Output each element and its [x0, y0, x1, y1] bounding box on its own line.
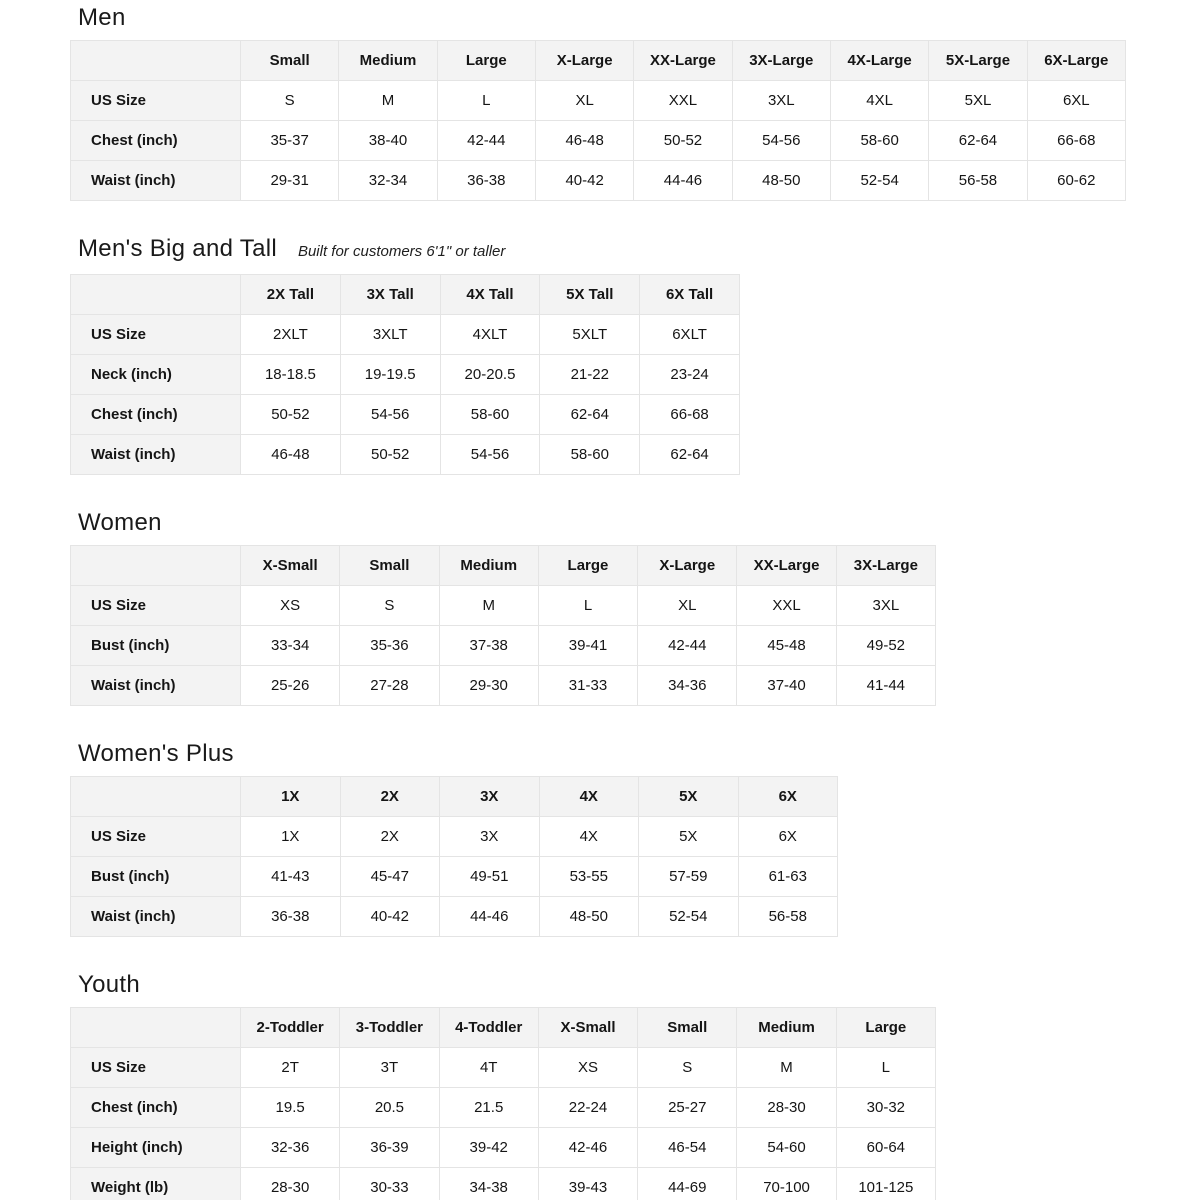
size-value-cell: 48-50 [539, 897, 639, 937]
men-size-table [70, 40, 1126, 201]
section-womens-plus [70, 740, 1200, 937]
size-value-cell: 28-30 [241, 1168, 340, 1200]
size-value-cell: 54-56 [440, 435, 540, 475]
column-header: Large [538, 546, 637, 586]
size-value-cell: 44-46 [634, 161, 732, 201]
section-title-mens-big-and-tall [78, 235, 1200, 266]
size-value-cell: 3X [440, 817, 540, 857]
corner-cell [71, 41, 241, 81]
size-value-cell: 33-34 [241, 626, 340, 666]
corner-cell [71, 546, 241, 586]
size-value-cell: 50-52 [241, 395, 341, 435]
size-value-cell: 62-64 [640, 435, 740, 475]
size-value-cell: 25-26 [241, 666, 340, 706]
size-value-cell: 6X [738, 817, 838, 857]
row-label: Bust (inch) [71, 857, 241, 897]
size-value-cell: 39-42 [439, 1128, 538, 1168]
size-value-cell: 58-60 [830, 121, 928, 161]
table-header-row [71, 777, 838, 817]
size-value-cell: 2T [241, 1048, 340, 1088]
women-size-table [70, 545, 936, 706]
size-value-cell: 4X [539, 817, 639, 857]
size-value-cell: 3T [340, 1048, 439, 1088]
size-value-cell: 4XL [830, 81, 928, 121]
size-value-cell: 66-68 [640, 395, 740, 435]
size-value-cell: 3XL [836, 586, 935, 626]
table-row [71, 355, 740, 395]
size-value-cell: 27-28 [340, 666, 439, 706]
section-title-men [78, 4, 1200, 32]
mens-big-and-tall-size-table [70, 274, 740, 475]
size-value-cell: 49-51 [440, 857, 540, 897]
table-row [71, 817, 838, 857]
column-header: 2X [340, 777, 440, 817]
size-value-cell: 36-38 [437, 161, 535, 201]
size-value-cell: 30-32 [836, 1088, 935, 1128]
section-mens-big-and-tall [70, 235, 1200, 475]
column-header: Small [340, 546, 439, 586]
corner-cell [71, 777, 241, 817]
row-label: Bust (inch) [71, 626, 241, 666]
row-label: Waist (inch) [71, 161, 241, 201]
size-value-cell: 48-50 [732, 161, 830, 201]
size-value-cell: 5X [639, 817, 739, 857]
size-value-cell: 62-64 [929, 121, 1027, 161]
size-value-cell: 20.5 [340, 1088, 439, 1128]
column-header: Small [638, 1008, 737, 1048]
table-row [71, 1128, 936, 1168]
size-value-cell: 39-41 [538, 626, 637, 666]
size-value-cell: 2X [340, 817, 440, 857]
section-title-text: Youth [78, 971, 141, 998]
size-value-cell: 50-52 [340, 435, 440, 475]
section-title-womens-plus [78, 740, 1200, 768]
size-value-cell: 32-34 [339, 161, 437, 201]
table-row [71, 1048, 936, 1088]
column-header: 4X-Large [830, 41, 928, 81]
size-value-cell: 58-60 [540, 435, 640, 475]
size-value-cell: 46-48 [241, 435, 341, 475]
size-value-cell: 4XLT [440, 315, 540, 355]
size-value-cell: 3XLT [340, 315, 440, 355]
table-row [71, 1168, 936, 1200]
size-value-cell: 42-44 [437, 121, 535, 161]
size-value-cell: 29-30 [439, 666, 538, 706]
size-value-cell: 40-42 [340, 897, 440, 937]
column-header: Medium [339, 41, 437, 81]
table-row [71, 121, 1126, 161]
size-value-cell: 5XLT [540, 315, 640, 355]
size-value-cell: 22-24 [538, 1088, 637, 1128]
column-header: 3X-Large [836, 546, 935, 586]
size-value-cell: 58-60 [440, 395, 540, 435]
size-value-cell: 28-30 [737, 1088, 836, 1128]
section-title-youth [78, 971, 1200, 999]
size-value-cell: 101-125 [836, 1168, 935, 1200]
table-row [71, 315, 740, 355]
size-value-cell: 29-31 [241, 161, 339, 201]
size-value-cell: 19.5 [241, 1088, 340, 1128]
column-header: 3-Toddler [340, 1008, 439, 1048]
size-value-cell: 70-100 [737, 1168, 836, 1200]
size-value-cell: 46-54 [638, 1128, 737, 1168]
table-header-row [71, 41, 1126, 81]
size-value-cell: 45-48 [737, 626, 836, 666]
size-value-cell: M [737, 1048, 836, 1088]
size-value-cell: 42-44 [638, 626, 737, 666]
size-value-cell: 6XL [1027, 81, 1125, 121]
size-value-cell: 2XLT [241, 315, 341, 355]
section-title-text: Women [78, 509, 162, 536]
size-value-cell: 61-63 [738, 857, 838, 897]
column-header: Large [836, 1008, 935, 1048]
size-value-cell: 54-56 [340, 395, 440, 435]
section-youth [70, 971, 1200, 1200]
size-value-cell: 40-42 [535, 161, 633, 201]
column-header: Medium [737, 1008, 836, 1048]
table-row [71, 81, 1126, 121]
size-value-cell: 57-59 [639, 857, 739, 897]
size-value-cell: 49-52 [836, 626, 935, 666]
size-value-cell: 25-27 [638, 1088, 737, 1128]
size-value-cell: 1X [241, 817, 341, 857]
size-value-cell: M [339, 81, 437, 121]
size-value-cell: XS [538, 1048, 637, 1088]
size-value-cell: 36-39 [340, 1128, 439, 1168]
column-header: 4-Toddler [439, 1008, 538, 1048]
table-row [71, 161, 1126, 201]
column-header: 3X Tall [340, 275, 440, 315]
table-header-row [71, 1008, 936, 1048]
table-row [71, 857, 838, 897]
size-value-cell: 52-54 [830, 161, 928, 201]
section-men [70, 4, 1200, 201]
table-header-row [71, 275, 740, 315]
section-title-women [78, 509, 1200, 537]
table-row [71, 666, 936, 706]
size-value-cell: 44-46 [440, 897, 540, 937]
size-value-cell: 41-43 [241, 857, 341, 897]
table-row [71, 586, 936, 626]
column-header: 3X-Large [732, 41, 830, 81]
size-value-cell: 45-47 [340, 857, 440, 897]
column-header: X-Small [538, 1008, 637, 1048]
row-label: US Size [71, 81, 241, 121]
section-title-text: Women's Plus [78, 740, 234, 767]
size-value-cell: 44-69 [638, 1168, 737, 1200]
table-row [71, 1088, 936, 1128]
size-value-cell: XXL [737, 586, 836, 626]
size-value-cell: L [437, 81, 535, 121]
row-label: Weight (lb) [71, 1168, 241, 1200]
size-value-cell: 23-24 [640, 355, 740, 395]
column-header: X-Large [638, 546, 737, 586]
table-row [71, 897, 838, 937]
column-header: XX-Large [737, 546, 836, 586]
size-value-cell: M [439, 586, 538, 626]
size-value-cell: S [638, 1048, 737, 1088]
table-row [71, 435, 740, 475]
size-value-cell: 36-38 [241, 897, 341, 937]
row-label: US Size [71, 315, 241, 355]
column-header: 4X [539, 777, 639, 817]
column-header: 2X Tall [241, 275, 341, 315]
size-value-cell: 34-38 [439, 1168, 538, 1200]
womens-plus-size-table [70, 776, 838, 937]
size-value-cell: L [538, 586, 637, 626]
column-header: 6X Tall [640, 275, 740, 315]
column-header: 5X [639, 777, 739, 817]
column-header: 5X Tall [540, 275, 640, 315]
size-value-cell: XL [535, 81, 633, 121]
column-header: 6X [738, 777, 838, 817]
size-value-cell: 6XLT [640, 315, 740, 355]
size-value-cell: L [836, 1048, 935, 1088]
size-value-cell: 3XL [732, 81, 830, 121]
column-header: X-Small [241, 546, 340, 586]
column-header: 5X-Large [929, 41, 1027, 81]
size-value-cell: 21.5 [439, 1088, 538, 1128]
size-value-cell: 35-37 [241, 121, 339, 161]
size-value-cell: 37-40 [737, 666, 836, 706]
corner-cell [71, 275, 241, 315]
column-header: 4X Tall [440, 275, 540, 315]
size-value-cell: 31-33 [538, 666, 637, 706]
size-value-cell: 60-62 [1027, 161, 1125, 201]
size-value-cell: 34-36 [638, 666, 737, 706]
size-value-cell: XL [638, 586, 737, 626]
table-row [71, 626, 936, 666]
row-label: US Size [71, 817, 241, 857]
size-value-cell: 52-54 [639, 897, 739, 937]
size-value-cell: 38-40 [339, 121, 437, 161]
size-value-cell: 19-19.5 [340, 355, 440, 395]
size-value-cell: 62-64 [540, 395, 640, 435]
section-subtitle: Built for customers 6'1" or taller [297, 243, 506, 260]
size-value-cell: XXL [634, 81, 732, 121]
size-value-cell: 20-20.5 [440, 355, 540, 395]
size-value-cell: 21-22 [540, 355, 640, 395]
size-value-cell: 35-36 [340, 626, 439, 666]
row-label: Chest (inch) [71, 121, 241, 161]
size-value-cell: 54-56 [732, 121, 830, 161]
size-value-cell: 39-43 [538, 1168, 637, 1200]
column-header: 1X [241, 777, 341, 817]
size-value-cell: 41-44 [836, 666, 935, 706]
size-value-cell: 50-52 [634, 121, 732, 161]
row-label: Neck (inch) [71, 355, 241, 395]
row-label: Height (inch) [71, 1128, 241, 1168]
column-header: X-Large [535, 41, 633, 81]
row-label: Chest (inch) [71, 395, 241, 435]
section-title-text: Men's Big and Tall [78, 235, 277, 262]
table-header-row [71, 546, 936, 586]
table-row [71, 395, 740, 435]
size-value-cell: 53-55 [539, 857, 639, 897]
row-label: US Size [71, 1048, 241, 1088]
size-value-cell: 46-48 [535, 121, 633, 161]
size-value-cell: 18-18.5 [241, 355, 341, 395]
column-header: 6X-Large [1027, 41, 1125, 81]
size-value-cell: 42-46 [538, 1128, 637, 1168]
youth-size-table [70, 1007, 936, 1200]
size-value-cell: XS [241, 586, 340, 626]
column-header: XX-Large [634, 41, 732, 81]
column-header: 3X [440, 777, 540, 817]
size-value-cell: 37-38 [439, 626, 538, 666]
size-value-cell: S [241, 81, 339, 121]
row-label: Waist (inch) [71, 666, 241, 706]
column-header: Medium [439, 546, 538, 586]
size-value-cell: 60-64 [836, 1128, 935, 1168]
size-value-cell: 66-68 [1027, 121, 1125, 161]
row-label: Waist (inch) [71, 897, 241, 937]
section-title-text: Men [78, 4, 126, 31]
size-value-cell: 54-60 [737, 1128, 836, 1168]
size-value-cell: 4T [439, 1048, 538, 1088]
size-value-cell: S [340, 586, 439, 626]
row-label: Chest (inch) [71, 1088, 241, 1128]
corner-cell [71, 1008, 241, 1048]
row-label: US Size [71, 586, 241, 626]
row-label: Waist (inch) [71, 435, 241, 475]
size-value-cell: 5XL [929, 81, 1027, 121]
size-value-cell: 56-58 [738, 897, 838, 937]
size-value-cell: 56-58 [929, 161, 1027, 201]
column-header: Large [437, 41, 535, 81]
column-header: Small [241, 41, 339, 81]
size-value-cell: 30-33 [340, 1168, 439, 1200]
size-value-cell: 32-36 [241, 1128, 340, 1168]
section-women [70, 509, 1200, 706]
column-header: 2-Toddler [241, 1008, 340, 1048]
